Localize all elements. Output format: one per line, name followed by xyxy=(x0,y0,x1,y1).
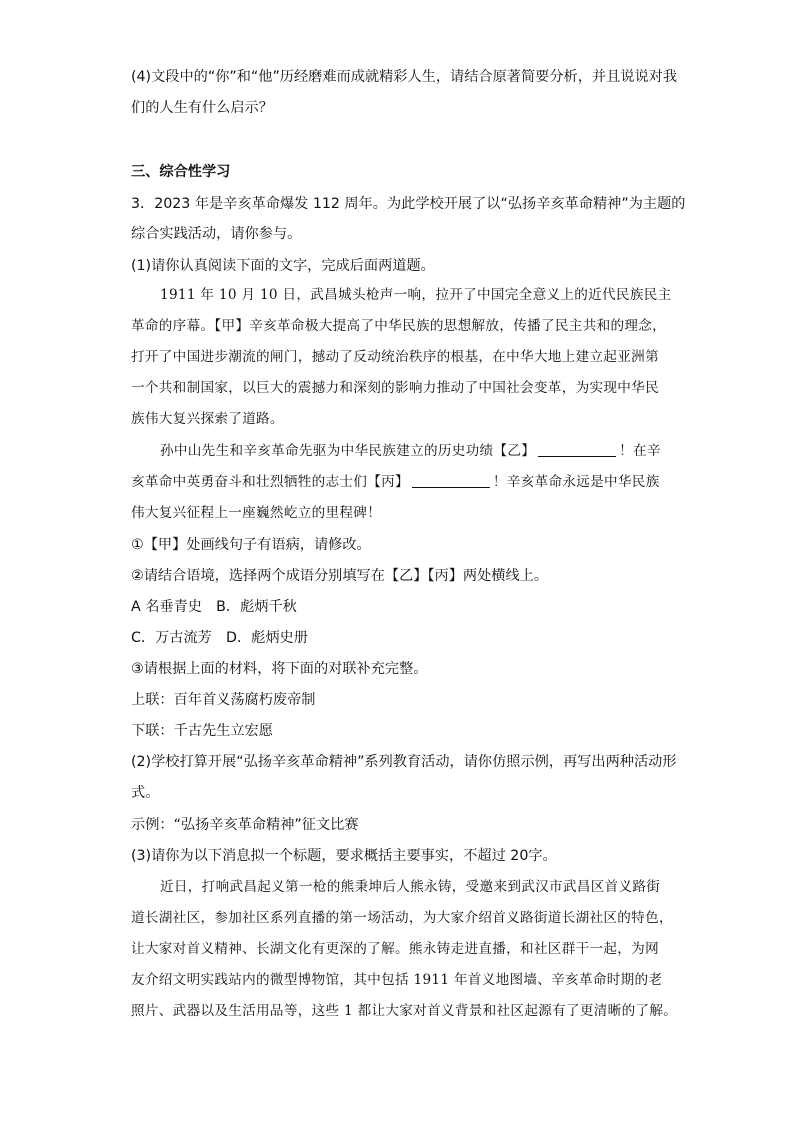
passage1-line: 打开了中国进步潮流的闸门，撼动了反动统治秩序的根基，在中华大地上建立起亚洲第 xyxy=(131,349,659,365)
passage2-line-2 xyxy=(131,472,667,492)
item-1: ①【甲】处画线句子有语病，请修改。 xyxy=(131,537,371,553)
q3-stem-line-1: 3．2023 年是辛亥革命爆发 112 周年。为此学校开展了以“弘扬辛亥革命精神”为主题的 xyxy=(131,196,686,212)
options-ab: A 名垂青史 B．彪炳千秋 xyxy=(131,599,297,615)
passage3-line: 让大家对首义精神、长湖文化有更深的了解。熊永铸走进直播，和社区群干一起，为网 xyxy=(131,941,659,957)
answer-blank-yi[interactable] xyxy=(538,442,616,457)
passage2-text: 孙中山先生和辛亥革命先驱为中华民族建立的历史功绩【乙】 xyxy=(160,443,536,459)
sub-question-1: (1)请你认真阅读下面的文字，完成后面两道题。 xyxy=(131,258,435,274)
passage2-line-1 xyxy=(131,441,696,461)
q4-line-2: 们的人生有什么启示？ xyxy=(131,100,273,116)
passage3-line: 道长湖社区，参加社区系列直播的第一场活动，为大家介绍首义路街道长湖社区的特色， xyxy=(131,910,673,926)
passage3-line: 友介绍文明实践站内的微型博物馆，其中包括 1911 年首义地图墙、辛亥革命时期的老 xyxy=(131,972,663,988)
item-3: ③请根据上面的材料，将下面的对联补充完整。 xyxy=(131,661,428,677)
q4-line-1: (4)文段中的“你”和“他”历经磨难而成就精彩人生，请结合原著简要分析，并且说说对我 xyxy=(131,69,678,85)
passage1-line: 一个共和制国家，以巨大的震撼力和深刻的影响力推动了中国社会变革，为实现中华民 xyxy=(131,380,659,396)
passage3-line: 近日，打响武昌起义第一枪的熊秉坤后人熊永铸，受邀来到武汉市武昌区首义路街 xyxy=(160,879,661,895)
passage1-line: 族伟大复兴探索了道路。 xyxy=(131,411,284,427)
answer-blank-bing[interactable] xyxy=(412,473,490,488)
passage2-text: ！在辛 xyxy=(619,443,661,459)
example-line: 示例：“弘扬辛亥革命精神”征文比赛 xyxy=(131,817,359,833)
passage1-line: 革命的序幕。【甲】辛亥革命极大提高了中华民族的思想解放，传播了民主共和的理念， xyxy=(131,318,667,334)
passage3-line: 照片、武器以及生活用品等，这些 1 都让大家对首义背景和社区起源有了更清晰的了解。 xyxy=(131,1003,678,1019)
couplet-upper: 上联：百年首义荡腐朽废帝制 xyxy=(131,692,316,708)
item-2: ②请结合语境，选择两个成语分别填写在【乙】【丙】两处横线上。 xyxy=(131,568,549,584)
sub-question-3: (3)请你为以下消息拟一个标题，要求概括主要事实，不超过 20字。 xyxy=(131,848,557,864)
couplet-lower: 下联：千古先生立宏愿 xyxy=(131,723,273,739)
sub-question-2-line-1: (2)学校打算开展“弘扬辛亥革命精神”系列教育活动，请你仿照示例，再写出两种活动形 xyxy=(131,754,677,770)
q3-stem-line-2: 综合实践活动，请你参与。 xyxy=(131,226,302,242)
passage2-text: 亥革命中英勇奋斗和壮烈牺牲的志士们【丙】 xyxy=(131,474,409,490)
passage2-line-3: 伟大复兴征程上一座巍然屹立的里程碑！ xyxy=(131,505,382,521)
sub-question-2-line-2: 式。 xyxy=(131,785,160,801)
passage1-line: 1911 年 10 月 10 日，武昌城头枪声一响，拉开了中国完全意义上的近代民族民主 xyxy=(160,287,672,303)
section-heading: 三、综合性学习 xyxy=(131,164,231,180)
passage2-text: ！辛亥革命永远是中华民族 xyxy=(492,474,660,490)
options-cd: C．万古流芳 D．彪炳史册 xyxy=(131,630,308,646)
